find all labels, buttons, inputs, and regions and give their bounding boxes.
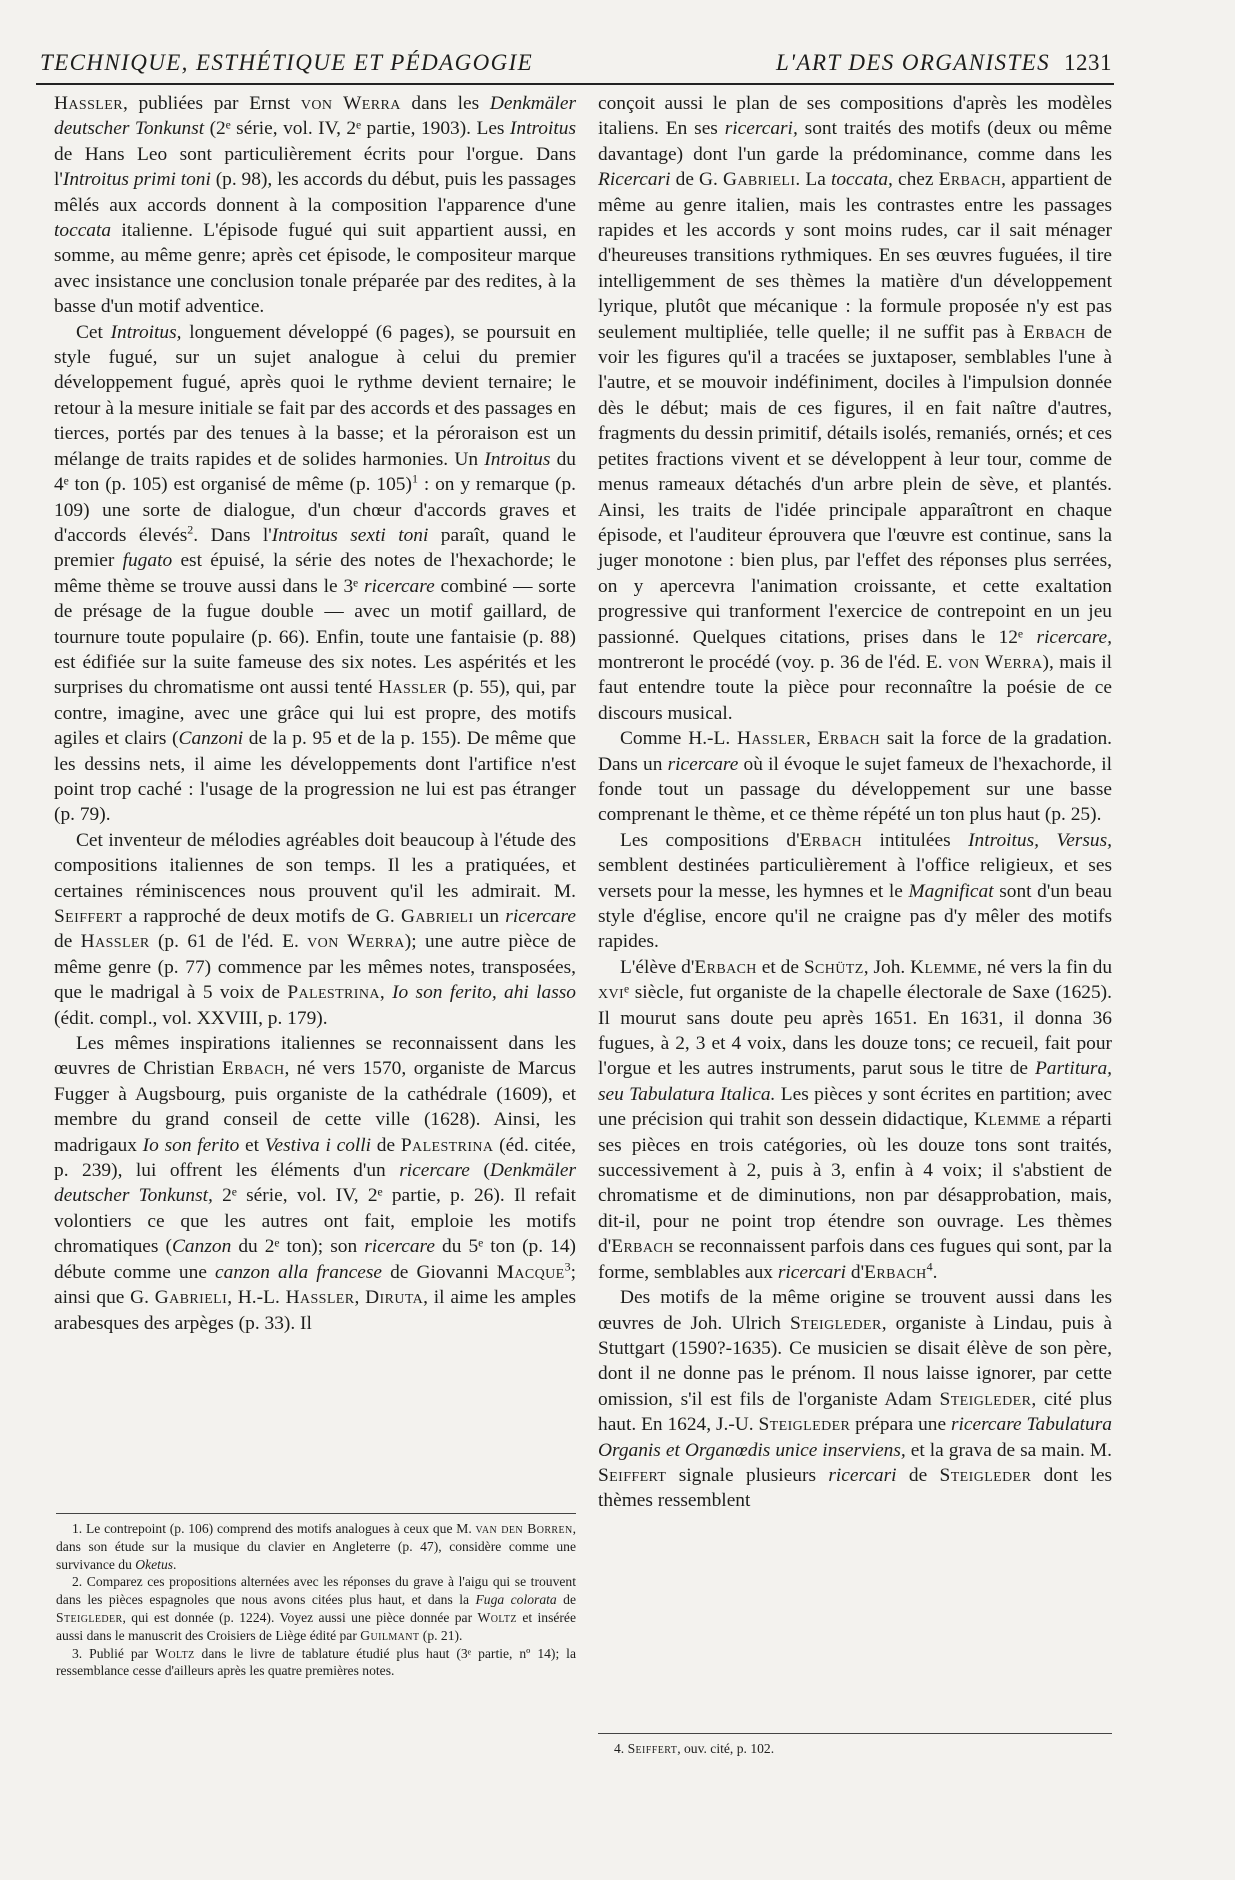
work-title: Denkmäler deutscher Tonkunst: [54, 93, 576, 140]
work-title: Introitus sexti toni: [271, 524, 429, 546]
page-number: 1231: [1064, 50, 1112, 75]
text-run: .: [932, 1261, 938, 1283]
author-name: Schütz: [803, 956, 864, 978]
text-run: italienne. L'épisode fugué qui suit appartient aussi, en somme, au même genre; après cet épisode, le compositeur marque avec insistance une conclusion tonale préparée par des redites, à la basse d'un motif adventice.: [54, 220, 576, 318]
text-run: Des motifs de la même origine se trouvent aussi dans les œuvres de Joh. Ulrich: [598, 1287, 1112, 1334]
author-name: Gabrieli: [723, 169, 796, 191]
footnote: [56, 1645, 576, 1681]
work-title: Canzoni: [178, 728, 244, 750]
text-run: ᵉ siècle, fut organiste de la chapelle électorale de Saxe (1625). Il mourut sans doute peu après 1651. En 1631, il donna 36 fugues, à 2, 3 et 4 voix, dans les douze tons; ce recueil, fait pour l'orgue et les autres instruments, parut sous le titre de: [598, 982, 1112, 1080]
footnotes-right: [598, 1740, 1112, 1758]
text-run: (édit. compl., vol. XXVIII, p. 179).: [54, 1007, 328, 1029]
text-run: , appartient de même au genre italien, mais les contrastes entre les passages rapides et les accords y sont moins rudes, car il sait ménager d'heureuses transitions rythmiques. En ses œuvres fuguées, il tire intelligemment de ses thèmes la matière d'un développement lyrique, plutôt que mécanique : la formule proposée n'y est pas seulement multipliée, telle quelle; il ne suffit pas à: [598, 169, 1113, 343]
footnotes-left: [56, 1520, 576, 1680]
footnote-ref: 1: [411, 471, 418, 486]
text-run: Cet inventeur de mélodies agréables doit beaucoup à l'étude des compositions italiennes de son temps. Il les a pratiquées, et certaines réminiscences nous prouvent qu'il les admirait. M.: [54, 829, 576, 902]
author-name: Gabrieli: [154, 1287, 228, 1309]
text-run: Les mêmes inspirations italiennes se reconnaissent dans les œuvres de Christian: [54, 1033, 576, 1080]
work-title: Ricercari: [598, 169, 671, 191]
text-run: , né vers 1570, organiste de Marcus Fugger à Augsbourg, puis organiste de la cathédrale (1609), et membre du grand conseil de cette ville (1628). Ainsi, les madrigaux: [54, 1058, 576, 1156]
work-title: ricercare,: [1036, 626, 1112, 648]
author-name: Seiffert: [598, 1464, 667, 1486]
author-name: Erbach: [222, 1058, 285, 1080]
author-name: Erbach: [694, 956, 757, 978]
author-name: Seiffert: [54, 906, 123, 927]
work-title: ricercare: [399, 1160, 470, 1182]
right-column: [598, 91, 1112, 1514]
text-run: d': [846, 1261, 865, 1283]
text-run: paraît, quand le premier: [54, 524, 576, 572]
author-name: Hassler: [54, 93, 123, 114]
text-run: (éd. citée, p. 239), lui offrent les éléments d'un: [54, 1134, 576, 1182]
text-run: de: [54, 931, 81, 953]
author-name: Seiffert: [627, 1741, 678, 1756]
author-name: Steigleder: [789, 1312, 882, 1334]
footnote-ref: 2: [187, 522, 194, 537]
text-run: du 2ᵉ ton); son: [231, 1236, 365, 1258]
text-run: .: [173, 1556, 177, 1572]
author-name: Palestrina: [400, 1134, 494, 1156]
text-run: est épuisé, la série des notes de l'hexachorde; le même thème se trouve aussi dans le 3ᵉ: [54, 550, 577, 597]
text-run: de Giovanni: [381, 1261, 497, 1283]
author-name: Erbach: [864, 1261, 927, 1283]
text-run: du 4ᵉ ton (p. 105) est organisé de même (p. 105): [54, 448, 576, 496]
author-name: Erbach: [1023, 321, 1086, 343]
text-run: sont traités des motifs (deux ou même davantage) dont l'un garde la prédominance, comme dans les: [598, 118, 1112, 165]
text-run: (p. 21).: [419, 1627, 463, 1643]
work-title: toccata: [54, 220, 112, 242]
work-title: Introitus: [509, 118, 576, 140]
text-run: Les pièces y sont écrites en partition; avec une précision qui trahit son dessein didactique,: [598, 1083, 1112, 1131]
paragraph: [54, 828, 576, 1031]
text-run: longuement développé (6 pages), se poursuit en style fugué, sur un sujet analogue à celui du premier développement fugué, après quoi le rythme devient ternaire; le retour à la mesure initiale se fait par des accords et des passages en tierces, portés par des tenues à la basse; et la péroraison est un mélange de traits rapides et de solides harmonies. Un: [54, 321, 576, 470]
author-name: Erbach: [799, 829, 863, 851]
work-title: ricercari,: [724, 118, 798, 140]
work-title: ricercare Tabulatura Organis et Organœdis unice inserviens,: [598, 1414, 1112, 1461]
text-run: , cité plus haut. En 1624, J.-U.: [598, 1388, 1112, 1436]
work-title: Magnificat: [908, 880, 994, 902]
text-run: : on y remarque (p. 109) une sorte de dialogue, d'un chœur d'accords graves et d'accords élevés: [54, 474, 577, 546]
work-title: Canzon: [172, 1236, 232, 1258]
paragraph: [54, 320, 576, 828]
work-title: Denkmäler deutscher Tonkunst,: [54, 1160, 576, 1207]
text-run: prépara une: [850, 1414, 951, 1436]
text-run: ,: [805, 728, 818, 750]
text-run: (p. 61 de l'éd. E.: [149, 931, 308, 953]
author-name: Erbach: [938, 169, 1002, 191]
author-name: von Werra: [307, 931, 405, 953]
text-run: un: [473, 906, 506, 927]
author-name: Hassler: [80, 931, 150, 953]
text-run: (: [469, 1160, 490, 1182]
text-run: 4.: [614, 1741, 628, 1756]
work-title: ricercare: [363, 575, 435, 597]
work-title: Introitus primi toni: [62, 169, 211, 191]
text-run: ), mais il faut entendre toute la pièce pour reconnaître la poésie de ce discours musical.: [598, 651, 1112, 724]
text-run: de G.: [670, 169, 723, 191]
running-head-left: TECHNIQUE, ESTHÉTIQUE ET PÉDAGOGIE: [40, 50, 534, 75]
text-run: et de: [756, 956, 804, 978]
text-run: (p. 98), les accords du début, puis les passages mêlés aux accords donnent à la composition l'apparence d'une: [54, 169, 576, 216]
text-run: , H.-L.: [227, 1287, 286, 1309]
text-run: de: [371, 1134, 401, 1156]
running-head-right: [776, 50, 1112, 76]
text-run: ); une autre pièce de même genre (p. 77) commence par les mêmes notes, transposées, que le madrigal à 5 voix de: [54, 931, 576, 1004]
text-run: de voir les figures qu'il a tracées se juxtaposer, semblables l'une à l'autre, et se mouvoir indéfiniment, dociles à l'impulsion donnée dès le début; mais de ces figures, il en fait naître d'autres, fragments du dessin primitif, détails isolés, remaniés, ornés; et ces petites fractions vivent et se développent à leur tour, comme de menus rameaux détachés d'un arbre plein de sève, et plantés. Ainsi, les traits de l'idée principale apparaîtront en chaque épisode, et l'auditeur éprouvera que l'œuvre est continue, sans la juger monotone : bien plus, par l'effet des réponses plus serrées, on y apercevra l'animation croissante, et cette exaltation progressive qui tranforment l'exercice de contrepoint en un jeu passionné. Quelques citations, prises dans le 12ᵉ: [598, 321, 1112, 648]
text-run: et insérée aussi dans le manuscrit des Croisiers de Liège édité par: [56, 1609, 576, 1643]
work-title: Introitus, Versus,: [968, 829, 1112, 851]
text-run: où il évoque le sujet fameux de l'hexachorde, il fonde tout un passage du développement sur une basse comprenant le thème, et ce thème répété un ton plus haut (p. 25).: [598, 753, 1113, 826]
text-run: de: [896, 1464, 940, 1486]
text-run: , qui est donnée (p. 1224). Voyez aussi une pièce donnée par: [122, 1609, 478, 1625]
text-run: , organiste à Lindau, puis à Stuttgart (1590?-1635). Ce musicien se disait élève de son père, dont il ne donne pas le prénom. Il nous laisse ignorer, par cette omission, s'il est fils de l'organiste Adam: [598, 1312, 1112, 1410]
text-run: sont d'un beau style d'église, encore qu'il ne craigne pas d'y mêler des motifs rapides.: [598, 880, 1112, 953]
footnote-ref: 4: [926, 1259, 933, 1274]
work-title: ricercare: [505, 906, 576, 927]
author-name: Diruta: [365, 1287, 424, 1309]
text-run: ,: [379, 982, 393, 1004]
header-rule: [36, 83, 1114, 85]
work-title: ricercare: [364, 1236, 435, 1258]
author-name: Woltz: [477, 1609, 517, 1625]
text-run: dont les thèmes ressemblent: [598, 1464, 1113, 1512]
author-name: Steigleder: [56, 1609, 123, 1625]
author-name: von Werra: [947, 651, 1043, 673]
text-run: L'élève d': [620, 956, 695, 978]
text-run: sait la force de la gradation. Dans un: [598, 728, 1112, 775]
text-run: 3. Publié par: [72, 1645, 156, 1661]
paragraph: [598, 955, 1112, 1285]
text-run: intitulées: [862, 829, 969, 851]
text-run: ,: [354, 1287, 366, 1309]
author-name: Hassler: [378, 677, 448, 699]
text-run: 1. Le contrepoint (p. 106) comprend des motifs analogues à ceux que M.: [72, 1521, 476, 1536]
text-run: . La: [795, 169, 831, 191]
text-run: Les compositions d': [620, 829, 800, 851]
text-run: combiné — sorte de présage de la fugue double — avec un motif gaillard, de tournure toute populaire (p. 66). Enfin, toute une fantaisie (p. 88) est édifiée sur la suite fameuse des six notes. Les aspérités et les surprises du chromatisme ont aussi tenté: [54, 575, 576, 699]
text-run: . Dans l': [193, 524, 272, 546]
paragraph: [598, 91, 1112, 726]
author-name: Palestrina: [287, 982, 380, 1004]
work-title: ricercari: [777, 1261, 847, 1283]
text-run: 2. Comparez ces propositions alternées avec les réponses du grave à l'aigu qui se trouvent dans les pièces espagnoles que nous avons citées plus haut, et dans la: [56, 1574, 576, 1608]
work-title: Fuga colorata: [475, 1592, 557, 1608]
author-name: Hassler: [737, 728, 806, 750]
paragraph: [54, 91, 576, 320]
paragraph: [598, 828, 1112, 955]
text-run: de: [556, 1592, 576, 1608]
text-run: de Hans Leo sont particulièrement écrits pour l'orgue. Dans l': [54, 143, 576, 191]
author-name: Klemme: [910, 956, 978, 978]
author-name: Steigleder: [939, 1388, 1032, 1410]
text-run: chez: [892, 169, 939, 191]
footnote: [56, 1573, 576, 1644]
work-title: Introitus: [484, 448, 551, 470]
author-name: Erbach: [817, 728, 881, 750]
text-run: Comme H.-L.: [620, 728, 737, 750]
text-run: 2ᵉ série, vol. IV, 2ᵉ partie, p. 26). Il refait volontiers ce que les autres ont fait, emploie les motifs chromatiques (: [54, 1185, 576, 1258]
text-run: a rapproché de deux motifs de G.: [122, 906, 402, 927]
footnote: [56, 1520, 576, 1573]
text-run: et la grava de sa main. M.: [905, 1439, 1112, 1461]
paragraph: [54, 1031, 576, 1336]
text-run: dans les: [400, 93, 490, 114]
work-title: Vestiva i colli: [264, 1134, 372, 1156]
text-run: , dans son étude sur la musique du clavier en Angleterre (p. 47), considère comme une survivance du: [56, 1521, 576, 1572]
author-name: van den Borren: [475, 1521, 573, 1536]
work-title: canzon alla francese: [215, 1261, 382, 1283]
work-title: fugato: [122, 550, 173, 572]
author-name: von Werra: [300, 93, 401, 114]
text-run: , ouv. cité, p. 102.: [677, 1741, 775, 1756]
text-run: se reconnaissent parfois dans ces fugues qui sont, par la forme, semblables aux: [598, 1236, 1112, 1283]
paragraph: [598, 726, 1112, 828]
author-name: Steigleder: [939, 1464, 1032, 1486]
text-run: , Joh.: [863, 956, 911, 978]
text-run: , il aime les amples arabesques des arpèges (p. 33). Il: [54, 1287, 576, 1334]
work-title: Oketus: [135, 1556, 174, 1572]
work-title: toccata,: [830, 169, 893, 191]
author-name: Gabrieli: [401, 906, 474, 927]
text-run: montreront le procédé (voy. p. 36 de l'éd. E.: [598, 651, 948, 673]
text-run: , publiées par Ernst: [122, 93, 301, 114]
work-title: ricercari: [828, 1464, 897, 1486]
text-run: a réparti ses pièces en trois catégories, où les douze tons sont traités, successivement à 2, puis à 3, enfin à 4 voix; il s'abstient de chromatisme et de diminutions, non par désapprobation, mais, dit-il, pour ne point trop étendre son ouvrage. Les thèmes d': [598, 1109, 1112, 1258]
text-run: Cet: [76, 321, 111, 343]
footnote-rule: [56, 1513, 576, 1514]
author-name: Macque: [496, 1261, 565, 1283]
footnote-ref: 3: [564, 1259, 571, 1274]
text-run: et: [239, 1134, 265, 1156]
footnote: [598, 1740, 1112, 1758]
work-title: Introitus,: [110, 321, 182, 343]
left-column: [54, 91, 576, 1336]
work-title: Io son ferito: [142, 1134, 240, 1156]
work-title: ricercare: [667, 753, 739, 775]
text-run: (p. 55), qui, par contre, imagine, avec une grâce qui lui est propre, des motifs agiles et clairs (: [54, 677, 576, 750]
author-name: Woltz: [155, 1645, 195, 1661]
text-run: conçoit aussi le plan de ses compositions d'après les modèles italiens. En ses: [598, 93, 1112, 140]
author-name: Guilmant: [360, 1627, 420, 1643]
text-run: semblent destinées particulièrement à l'office religieux, et ses versets pour la messe, les hymnes et le: [598, 855, 1112, 902]
text-run: (2ᵉ série, vol. IV, 2ᵉ partie, 1903). Les: [204, 118, 510, 140]
footnote-rule: [598, 1733, 1112, 1734]
text-run: signale plusieurs: [666, 1464, 829, 1486]
text-run: ; ainsi que G.: [54, 1261, 576, 1309]
century-numeral: xvi: [598, 982, 625, 1004]
text-run: , né vers la fin du: [977, 956, 1113, 978]
running-head-title: L'ART DES ORGANISTES: [775, 50, 1050, 75]
text-run: du 5ᵉ ton (p. 14) débute comme une: [54, 1236, 577, 1283]
author-name: Hassler: [285, 1287, 355, 1309]
author-name: Erbach: [611, 1236, 674, 1258]
text-run: dans le livre de tablature étudié plus haut (3ᵉ partie, nº 14); la ressemblance cesse d'ailleurs après les quatre premières notes.: [56, 1645, 576, 1679]
author-name: Klemme: [973, 1109, 1041, 1131]
work-title: Partitura, seu Tabulatura Italica.: [598, 1058, 1112, 1105]
paragraph: [598, 1285, 1112, 1514]
text-run: de la p. 95 et de la p. 155). De même que les dessins nets, il aime les développements dont l'artifice n'est point trop caché : l'usage de la progression ne lui est pas étranger (p. 79).: [54, 728, 576, 826]
work-title: Io son ferito, ahi lasso: [392, 982, 576, 1004]
author-name: Steigleder: [758, 1414, 851, 1436]
running-head: [36, 50, 1116, 84]
